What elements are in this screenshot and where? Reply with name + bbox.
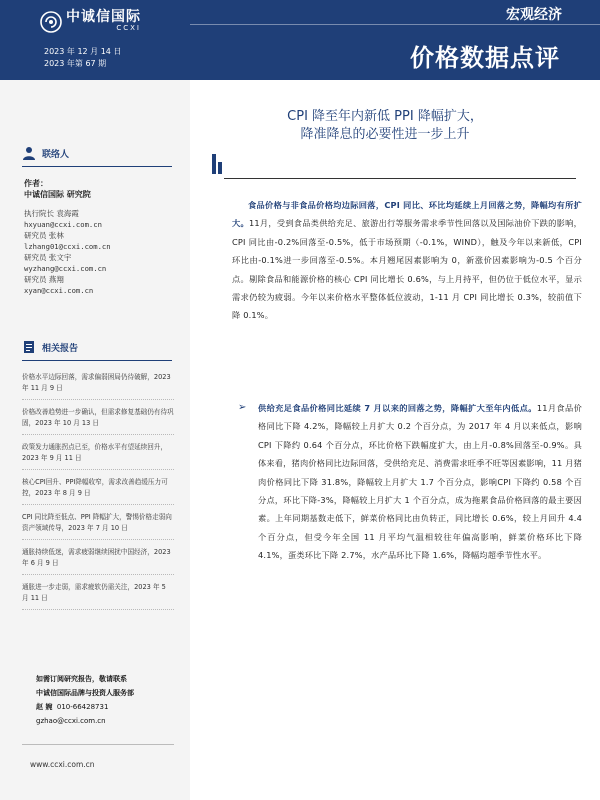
related-report-item[interactable]: 价格水平边际回落，需求偏弱困局仍待破解，2023 年 11 月 9 日 bbox=[22, 372, 174, 400]
contact-person-icon bbox=[22, 146, 36, 160]
subscription-line2: 中诚信国际品牌与投资人服务部 bbox=[36, 689, 134, 697]
contact-role: 研究员 燕翔 bbox=[24, 275, 64, 284]
company-logo bbox=[40, 10, 141, 33]
paragraph-food-prices bbox=[258, 399, 582, 565]
contacts-section-rule bbox=[22, 166, 172, 167]
ccxi-logo-icon bbox=[40, 11, 62, 33]
company-website[interactable]: www.ccxi.com.cn bbox=[30, 760, 95, 769]
paragraph-lead: 供给充足食品价格同比延续 7 月以来的回落之势，降幅扩大至年内低点。 bbox=[258, 403, 537, 413]
logo-chinese-name: 中诚信国际 bbox=[66, 9, 141, 25]
sidebar-bottom-rule bbox=[22, 744, 174, 745]
subscription-phone: 010-66428731 bbox=[56, 703, 109, 711]
logo-english-name: CCXI bbox=[116, 24, 141, 32]
subscription-line1: 如需订阅研究报告，敬请联系 bbox=[36, 675, 127, 683]
related-report-item[interactable]: 通胀持续低迷，需求疲弱继续困扰中国经济，2023 年 6 月 9 日 bbox=[22, 547, 174, 575]
related-report-item[interactable]: CPI 同比降至低点、PPI 降幅扩大，警惕价格走弱向资产领域传导，2023 年 7 月 10 日 bbox=[22, 512, 174, 540]
paragraph-cpi-overview bbox=[232, 196, 582, 325]
title-rule bbox=[224, 178, 576, 179]
paragraph-lead: 食品价格与非食品价格均边际回落，CPI 同比、环比均延续上月回落之势，降幅均有所扩大。 bbox=[232, 200, 582, 229]
related-section-title bbox=[22, 340, 78, 354]
paragraph-text: 11月食品价格同比下降 4.2%，降幅较上月扩大 0.2 个百分点，为 2017 年 4 月以来低点，影响 CPI 下降约 0.64 个百分点，环比价格下跌幅度扩大，由上月-0.8%回落至-0.9%。具体来看，猪肉价格同比边际回落，受供给充足、消费需求旺季不旺等因素影响，11 月猪肉价格同比下降 31.8%，降幅较上月扩大 1.7 个百分点，影响CPI 下降约 0.58 个百分点，环比下降-3%，降幅较上月扩大 1 个百分点，成为拖累食品价格回落的最主要因素。上年同期基数走低下，鲜菜价格同比由负转正，同比增长 0.6%，较上月回升 4.4 个百分点，但受今年全国 11 月平均气温相较往年偏高影响，鲜菜价格环比下降 4.1%，蛋类环比下降 2.7%，水产品环比下降 1.6%，降幅均超季节性水平。 bbox=[258, 403, 583, 561]
contact-role: 研究员 张文宇 bbox=[24, 253, 72, 262]
related-reports-list bbox=[22, 372, 174, 617]
header-divider bbox=[190, 24, 600, 25]
report-type-title: 价格数据点评 bbox=[410, 44, 560, 72]
related-section-rule bbox=[22, 360, 172, 361]
subscription-info bbox=[36, 672, 176, 728]
author-org: 中诚信国际 研究院 bbox=[24, 190, 91, 199]
contact-email: xyan@ccxi.com.cn bbox=[24, 286, 94, 295]
report-category: 宏观经济 bbox=[506, 7, 562, 23]
related-report-item[interactable]: 政策发力通胀拐点已至，价格水平有望延续回升，2023 年 9 月 11 日 bbox=[22, 442, 174, 470]
contacts-section-label: 联络人 bbox=[42, 149, 70, 160]
title-decoration-icon bbox=[212, 154, 224, 174]
contact-email: wyzhang@ccxi.com.cn bbox=[24, 264, 107, 273]
author-label: 作者： bbox=[24, 179, 48, 188]
report-title-line1: CPI 降至年内新低 PPI 降幅扩大， bbox=[287, 109, 483, 124]
contact-email: hxyuan@ccxi.com.cn bbox=[24, 220, 102, 229]
paragraph-text: 11月，受到食品类供给充足、旅游出行等服务需求季节性回落以及国际油价下跌的影响，CPI 同比由-0.2%回落至-0.5%，低于市场预期（-0.1%，WIND），触及今年以来新低，CPI 环比由-0.1%进一步回落至-0.5%。本月翘尾因素影响为 0，新涨价因素影响为-0.5 个百分点。剔除食品和能源价格的核心 CPI 同比增长 0.6%，与上月持平，但仍位于低位水平，显示需求仍较为疲弱。今年以来价格水平整体低位波动，1-11 月 CPI 同比增长 0.3%，较前值下降 0.1%。 bbox=[232, 218, 583, 321]
contact-role: 研究员 张林 bbox=[24, 231, 64, 240]
bullet-arrow: ➢ bbox=[238, 402, 247, 413]
related-reports-icon bbox=[22, 340, 36, 354]
related-report-item[interactable]: 价格改善趋势进一步确认，但需求修复基础仍有待巩固，2023 年 10 月 13 日 bbox=[22, 407, 174, 435]
header-right-panel bbox=[190, 0, 600, 80]
report-title-line2: 降准降息的必要性进一步上升 bbox=[300, 127, 470, 142]
related-report-item[interactable]: 核心CPI回升、PPI降幅收窄，需求改善趋缓压力可控，2023 年 8 月 9 日 bbox=[22, 477, 174, 505]
contact-email: lzhang01@ccxi.com.cn bbox=[24, 242, 111, 251]
related-section-label: 相关报告 bbox=[42, 343, 79, 354]
author-block bbox=[24, 178, 174, 296]
contacts-section-title bbox=[22, 146, 69, 160]
report-date: 2023 年 12 月 14 日 bbox=[44, 47, 122, 56]
contact-role: 执行院长 袁海霞 bbox=[24, 209, 79, 218]
report-issue: 2023 年第 67 期 bbox=[44, 59, 107, 68]
subscription-email[interactable]: gzhao@ccxi.com.cn bbox=[36, 717, 106, 725]
header-left-panel bbox=[0, 0, 190, 80]
subscription-contact-name: 赵 婉 bbox=[36, 703, 53, 711]
related-report-item[interactable]: 通胀进一步走弱，需求疲软仍需关注，2023 年 5 月 11 日 bbox=[22, 582, 174, 610]
